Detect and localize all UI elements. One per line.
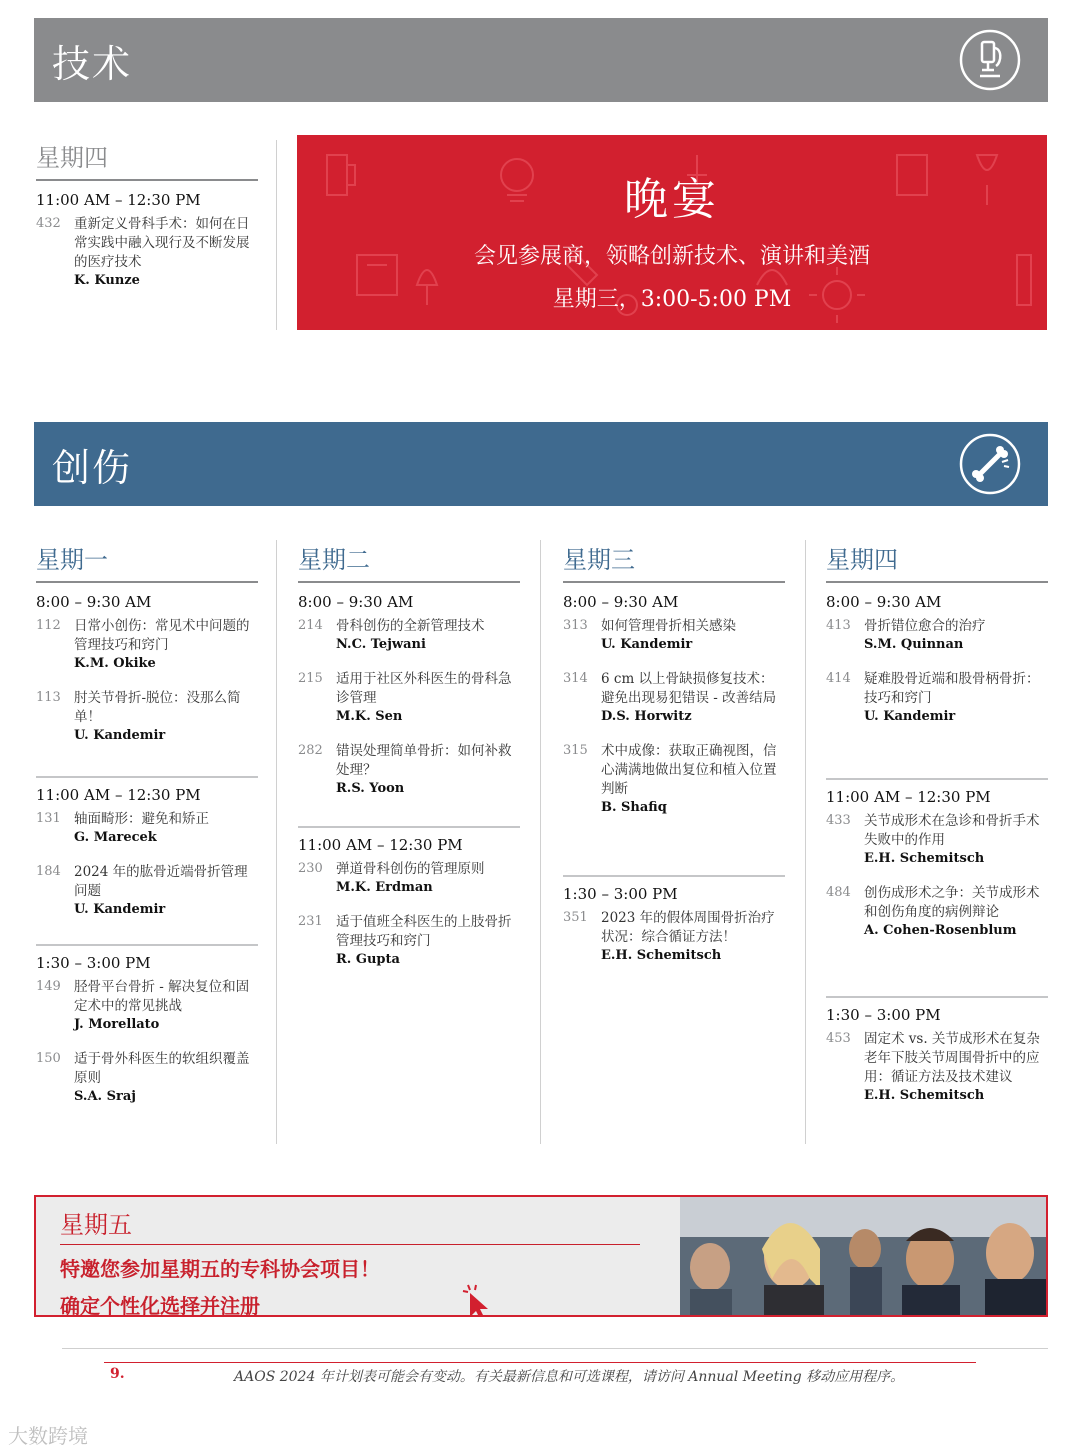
trauma-tuesday-column bbox=[298, 540, 520, 814]
column-divider bbox=[805, 540, 806, 1144]
cursor-click-icon bbox=[462, 1283, 496, 1317]
day-heading: 星期四 bbox=[826, 540, 1048, 583]
session-speaker: M.K. Sen bbox=[336, 709, 403, 724]
friday-promo-banner[interactable] bbox=[34, 1195, 1048, 1317]
session-item bbox=[826, 670, 1048, 724]
session-item bbox=[298, 913, 520, 967]
session-title: 肘关节骨折-脱位：没那么简单！ bbox=[74, 690, 241, 725]
session-item bbox=[826, 1030, 1048, 1103]
session-title: 如何管理骨折相关感染 bbox=[601, 618, 736, 634]
session-speaker: K. Kunze bbox=[74, 273, 140, 288]
time-slot: 8:00 – 9:30 AM bbox=[563, 593, 679, 611]
session-title: 轴面畸形：避免和矫正 bbox=[74, 811, 209, 827]
session-number: 453 bbox=[826, 1031, 851, 1046]
session-title: 日常小创伤：常见术中问题的管理技巧和窍门 bbox=[74, 618, 250, 653]
column-divider bbox=[276, 140, 277, 330]
session-item bbox=[36, 978, 258, 1032]
banquet-time: 星期三，3:00-5:00 PM bbox=[552, 287, 792, 312]
audience-photo bbox=[680, 1197, 1046, 1315]
session-number: 351 bbox=[563, 910, 588, 925]
day-heading: 星期三 bbox=[563, 540, 785, 583]
trauma-section-title: 创伤 bbox=[52, 445, 133, 490]
session-item bbox=[36, 1050, 258, 1104]
time-slot: 11:00 AM – 12:30 PM bbox=[36, 786, 201, 804]
session-speaker: B. Shafiq bbox=[601, 800, 667, 815]
tech-thursday-column bbox=[36, 138, 258, 306]
session-speaker: R.S. Yoon bbox=[336, 781, 405, 796]
session-item bbox=[563, 909, 785, 963]
time-block bbox=[298, 826, 520, 985]
session-speaker: U. Kandemir bbox=[74, 728, 166, 743]
friday-promo-text bbox=[60, 1205, 640, 1317]
session-item bbox=[563, 617, 785, 652]
time-slot: 1:30 – 3:00 PM bbox=[36, 954, 151, 972]
session-speaker: R. Gupta bbox=[336, 952, 400, 967]
session-number: 131 bbox=[36, 811, 61, 826]
time-slot: 11:00 AM – 12:30 PM bbox=[36, 191, 201, 209]
session-speaker: E.H. Schemitsch bbox=[864, 851, 985, 866]
time-block bbox=[36, 776, 258, 935]
session-item bbox=[36, 863, 258, 917]
session-title: 创伤成形术之争：关节成形术和创伤角度的病例辩论 bbox=[864, 885, 1040, 920]
session-speaker: J. Morellato bbox=[74, 1017, 160, 1032]
session-speaker: S.A. Sraj bbox=[74, 1089, 136, 1104]
session-number: 150 bbox=[36, 1051, 61, 1066]
footer-accent-line bbox=[104, 1362, 976, 1363]
time-slot: 8:00 – 9:30 AM bbox=[826, 593, 942, 611]
session-title: 弹道骨科创伤的管理原则 bbox=[336, 861, 485, 877]
day-heading: 星期四 bbox=[36, 138, 258, 181]
trauma-wednesday-column bbox=[563, 540, 785, 833]
session-title: 适于值班全科医生的上肢骨折管理技巧和窍门 bbox=[336, 914, 512, 949]
session-title: 固定术 vs. 关节成形术在复杂老年下肢关节周围骨折中的应用：循证方法及技术建议 bbox=[864, 1031, 1040, 1085]
session-speaker: E.H. Schemitsch bbox=[601, 948, 722, 963]
time-slot: 1:30 – 3:00 PM bbox=[563, 885, 678, 903]
session-speaker: N.C. Tejwani bbox=[336, 637, 426, 652]
session-speaker: K.M. Okike bbox=[74, 656, 156, 671]
session-title: 2024 年的肱骨近端骨折管理问题 bbox=[74, 864, 248, 899]
banquet-banner bbox=[297, 135, 1047, 330]
friday-invite-text: 特邀您参加星期五的专科协会项目！ bbox=[60, 1257, 380, 1281]
banquet-subtitle: 会见参展商，领略创新技术、演讲和美酒 bbox=[473, 244, 870, 269]
session-title: 胫骨平台骨折 - 解决复位和固定术中的常见挑战 bbox=[74, 979, 250, 1014]
column-divider bbox=[540, 540, 541, 1144]
session-number: 231 bbox=[298, 914, 323, 929]
time-slot: 11:00 AM – 12:30 PM bbox=[298, 836, 463, 854]
session-number: 484 bbox=[826, 885, 851, 900]
footer-divider bbox=[62, 1348, 1048, 1349]
tech-section-title: 技术 bbox=[52, 41, 133, 86]
session-speaker: S.M. Quinnan bbox=[864, 637, 964, 652]
time-slot: 8:00 – 9:30 AM bbox=[36, 593, 152, 611]
session-number: 432 bbox=[36, 216, 61, 231]
time-slot: 1:30 – 3:00 PM bbox=[826, 1006, 941, 1024]
time-block bbox=[826, 778, 1048, 956]
session-number: 413 bbox=[826, 618, 851, 633]
session-item bbox=[563, 670, 785, 724]
session-number: 149 bbox=[36, 979, 61, 994]
footer-note: AAOS 2024 年计划表可能会有变动。有关最新信息和可选课程，请访问 Annual Meeting 移动应用程序。 bbox=[234, 1369, 905, 1385]
3d-printer-icon bbox=[958, 28, 1022, 92]
session-number: 414 bbox=[826, 671, 851, 686]
session-number: 230 bbox=[298, 861, 323, 876]
trauma-section-header bbox=[34, 422, 1048, 506]
session-number: 433 bbox=[826, 813, 851, 828]
session-number: 214 bbox=[298, 618, 323, 633]
session-speaker: U. Kandemir bbox=[601, 637, 693, 652]
session-number: 315 bbox=[563, 743, 588, 758]
session-title: 术中成像：获取正确视图，信心满满地做出复位和植入位置判断 bbox=[601, 743, 777, 797]
session-number: 314 bbox=[563, 671, 588, 686]
session-item bbox=[36, 689, 258, 743]
session-item bbox=[36, 617, 258, 671]
trauma-monday-column bbox=[36, 540, 258, 761]
session-item bbox=[36, 215, 258, 288]
session-title: 错误处理简单骨折：如何补救处理？ bbox=[336, 743, 512, 778]
session-item bbox=[298, 617, 520, 652]
day-heading: 星期二 bbox=[298, 540, 520, 583]
session-item bbox=[826, 884, 1048, 938]
session-title: 关节成形术在急诊和骨折手术失败中的作用 bbox=[864, 813, 1040, 848]
session-item bbox=[826, 617, 1048, 652]
session-item bbox=[563, 742, 785, 815]
friday-heading: 星期五 bbox=[60, 1205, 640, 1245]
time-block bbox=[826, 996, 1048, 1121]
session-title: 重新定义骨科手术：如何在日常实践中融入现行及不断发展的医疗技术 bbox=[74, 216, 250, 270]
tech-section-header bbox=[34, 18, 1048, 102]
session-speaker: U. Kandemir bbox=[74, 902, 166, 917]
session-title: 2023 年的假体周围骨折治疗状况：综合循证方法！ bbox=[601, 910, 775, 945]
day-heading: 星期一 bbox=[36, 540, 258, 583]
banquet-title: 晚宴 bbox=[624, 174, 720, 225]
session-title: 疑难股骨近端和股骨柄骨折：技巧和窍门 bbox=[864, 671, 1040, 706]
time-block bbox=[563, 875, 785, 981]
session-title: 骨科创伤的全新管理技术 bbox=[336, 618, 485, 634]
trauma-thursday-column bbox=[826, 540, 1048, 742]
bone-icon bbox=[958, 432, 1022, 496]
session-speaker: G. Marecek bbox=[74, 830, 157, 845]
time-slot: 11:00 AM – 12:30 PM bbox=[826, 788, 991, 806]
session-title: 适于骨外科医生的软组织覆盖原则 bbox=[74, 1051, 250, 1086]
session-number: 184 bbox=[36, 864, 61, 879]
session-item bbox=[298, 742, 520, 796]
time-block bbox=[36, 944, 258, 1122]
session-item bbox=[298, 860, 520, 895]
session-title: 适用于社区外科医生的骨科急诊管理 bbox=[336, 671, 512, 706]
session-item bbox=[298, 670, 520, 724]
session-number: 113 bbox=[36, 690, 61, 705]
session-number: 313 bbox=[563, 618, 588, 633]
friday-register-link[interactable]: 确定个性化选择并注册 bbox=[60, 1294, 260, 1317]
session-speaker: A. Cohen-Rosenblum bbox=[864, 923, 1017, 938]
session-title: 6 cm 以上骨缺损修复技术：避免出现易犯错误 - 改善结局 bbox=[601, 671, 777, 706]
session-number: 112 bbox=[36, 618, 61, 633]
session-speaker: M.K. Erdman bbox=[336, 880, 433, 895]
session-number: 282 bbox=[298, 743, 323, 758]
session-number: 215 bbox=[298, 671, 323, 686]
watermark: 大数跨境 bbox=[8, 1424, 88, 1448]
session-speaker: E.H. Schemitsch bbox=[864, 1088, 985, 1103]
session-title: 骨折错位愈合的治疗 bbox=[864, 618, 986, 634]
session-speaker: U. Kandemir bbox=[864, 709, 956, 724]
session-item bbox=[36, 810, 258, 845]
column-divider bbox=[276, 540, 277, 1144]
page-number: 9. bbox=[110, 1366, 125, 1382]
session-speaker: D.S. Horwitz bbox=[601, 709, 692, 724]
time-slot: 8:00 – 9:30 AM bbox=[298, 593, 414, 611]
session-item bbox=[826, 812, 1048, 866]
